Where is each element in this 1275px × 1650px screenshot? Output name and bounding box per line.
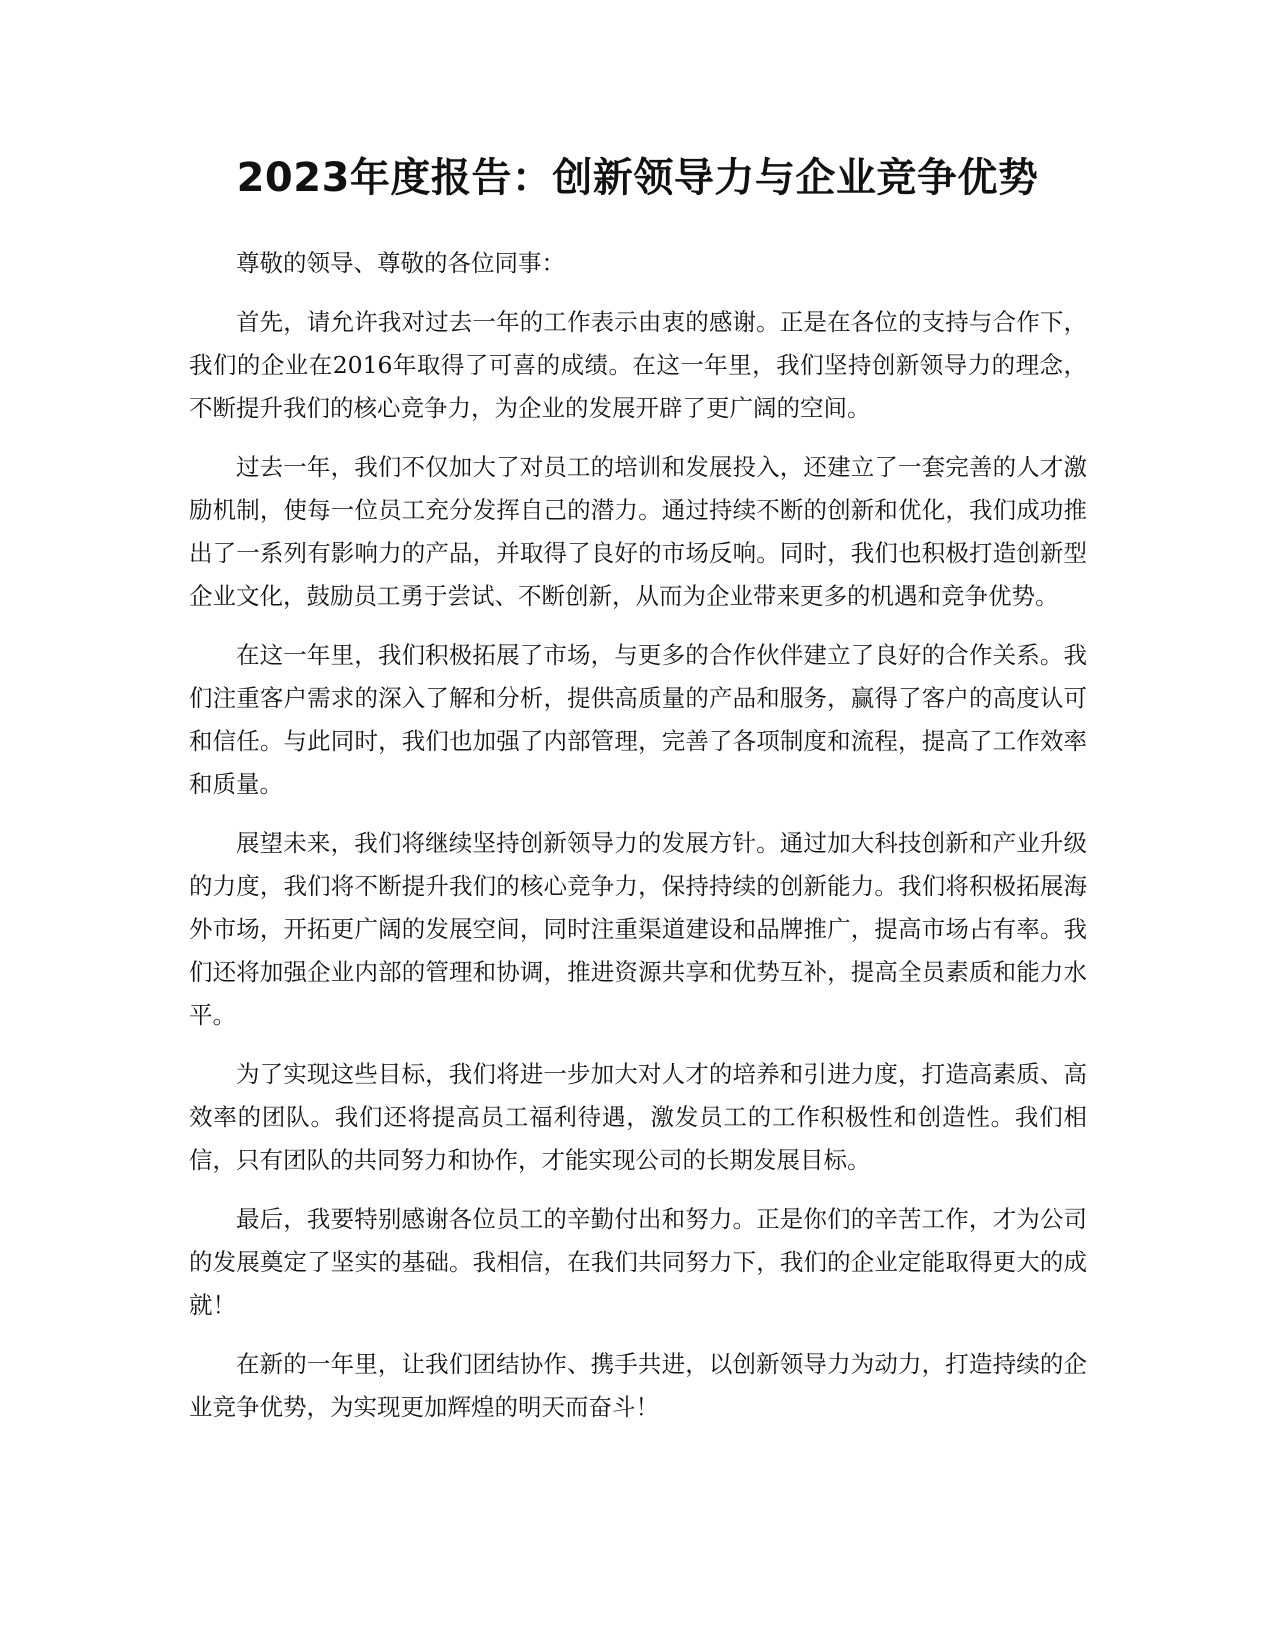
paragraph-outlook: 展望未来，我们将继续坚持创新领导力的发展方针。通过加大科技创新和产业升级的力度，我们将不断提升我们的核心竞争力，保持持续的创新能力。我们将积极拓展海外市场，开拓更广阔的发展空间，同时注重渠道建设和品牌推广，提高市场占有率。我们还将加强企业内部的管理和协调，推进资源共享和优势互补，提高全员素质和能力水平。 xyxy=(189,829,1087,1029)
paragraph-gratitude: 最后，我要特别感谢各位员工的辛勤付出和努力。正是你们的辛苦工作，才为公司的发展奠定了坚实的基础。我相信，在我们共同努力下，我们的企业定能取得更大的成就！ xyxy=(189,1205,1087,1319)
document-title: 2023年度报告：创新领导力与企业竞争优势 xyxy=(236,155,1039,201)
document-body xyxy=(189,242,1087,1445)
paragraph-thanks: 首先，请允许我对过去一年的工作表示由衷的感谢。正是在各位的支持与合作下，我们的企业在2016年取得了可喜的成绩。在这一年里，我们坚持创新领导力的理念，不断提升我们的核心竞争力，为企业的发展开辟了更广阔的空间。 xyxy=(189,308,1087,422)
paragraph-training: 过去一年，我们不仅加大了对员工的培训和发展投入，还建立了一套完善的人才激励机制，使每一位员工充分发挥自己的潜力。通过持续不断的创新和优化，我们成功推出了一系列有影响力的产品，并取得了良好的市场反响。同时，我们也积极打造创新型企业文化，鼓励员工勇于尝试、不断创新，从而为企业带来更多的机遇和竞争优势。 xyxy=(189,453,1087,610)
paragraph-closing: 在新的一年里，让我们团结协作、携手共进，以创新领导力为动力，打造持续的企业竞争优势，为实现更加辉煌的明天而奋斗！ xyxy=(189,1350,1087,1421)
paragraph-goals: 为了实现这些目标，我们将进一步加大对人才的培养和引进力度，打造高素质、高效率的团队。我们还将提高员工福利待遇，激发员工的工作积极性和创造性。我们相信，只有团队的共同努力和协作，才能实现公司的长期发展目标。 xyxy=(189,1060,1087,1174)
paragraph-greeting: 尊敬的领导、尊敬的各位同事： xyxy=(236,249,565,277)
paragraph-market: 在这一年里，我们积极拓展了市场，与更多的合作伙伴建立了良好的合作关系。我们注重客户需求的深入了解和分析，提供高质量的产品和服务，赢得了客户的高度认可和信任。与此同时，我们也加强了内部管理，完善了各项制度和流程，提高了工作效率和质量。 xyxy=(189,641,1087,798)
